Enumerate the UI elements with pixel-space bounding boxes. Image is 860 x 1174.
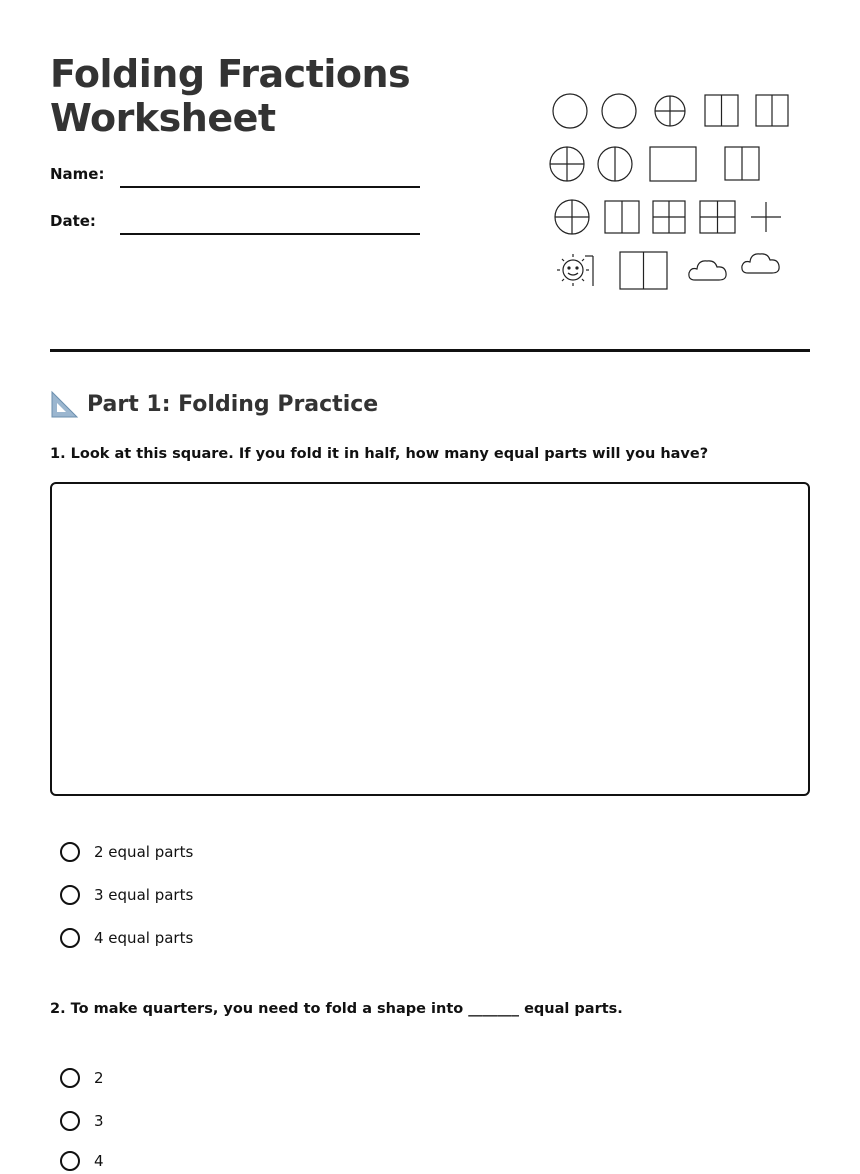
q1-option-3[interactable] [60, 925, 193, 951]
rectangle-halved-icon [725, 147, 759, 180]
circle-halved-icon [598, 147, 632, 181]
date-field[interactable] [120, 233, 420, 235]
radio-button[interactable] [60, 885, 80, 905]
radio-button[interactable] [60, 1111, 80, 1131]
question-1: 1. Look at this square. If you fold it in half, how many equal parts will you have? [50, 446, 709, 462]
rectangle-quartered-icon [700, 201, 735, 233]
circle-quartered-icon [555, 200, 589, 234]
rectangle-halved-icon [756, 95, 788, 126]
part1-title: Part 1: Folding Practice [87, 391, 379, 417]
circle-icon [553, 94, 587, 128]
rectangle-halved-icon [620, 252, 667, 289]
question-2: 2. To make quarters, you need to fold a shape into _______ equal parts. [50, 1001, 623, 1017]
title-line-2: Worksheet [50, 96, 276, 140]
option-label: 4 equal parts [94, 929, 194, 947]
title-line-1: Folding Fractions [50, 52, 411, 96]
circle-icon [602, 94, 636, 128]
option-label: 3 equal parts [94, 886, 194, 904]
name-label: Name: [50, 165, 105, 183]
q2-option-2[interactable] [60, 1108, 104, 1134]
name-field[interactable] [120, 186, 420, 188]
radio-button[interactable] [60, 1068, 80, 1088]
radio-button[interactable] [60, 842, 80, 862]
date-label: Date: [50, 212, 96, 230]
option-label: 3 [94, 1112, 104, 1130]
rectangle-halved-icon [605, 201, 639, 233]
radio-button[interactable] [60, 1151, 80, 1171]
set-square-icon [50, 390, 79, 419]
radio-button[interactable] [60, 928, 80, 948]
q1-option-2[interactable] [60, 882, 193, 908]
plus-icon [751, 202, 781, 232]
option-label: 2 [94, 1069, 104, 1087]
q1-option-1[interactable] [60, 839, 193, 865]
part1-heading [50, 386, 378, 422]
q2-option-3[interactable] [60, 1148, 104, 1174]
q2-option-1[interactable] [60, 1065, 104, 1091]
rectangle-quartered-icon [653, 201, 685, 233]
rectangle-halved-icon [705, 95, 738, 126]
fraction-shapes-clipart [545, 88, 795, 298]
rectangle-icon [650, 147, 696, 181]
drawing-area[interactable] [50, 482, 810, 796]
circle-quartered-icon [550, 147, 584, 181]
cloud-icon [742, 254, 779, 273]
sun-icon [557, 254, 593, 286]
cloud-icon [689, 261, 726, 280]
option-label: 4 [94, 1152, 104, 1170]
worksheet-title [50, 52, 410, 140]
option-label: 2 equal parts [94, 843, 194, 861]
section-divider [50, 349, 810, 352]
circle-quartered-icon [655, 96, 685, 126]
